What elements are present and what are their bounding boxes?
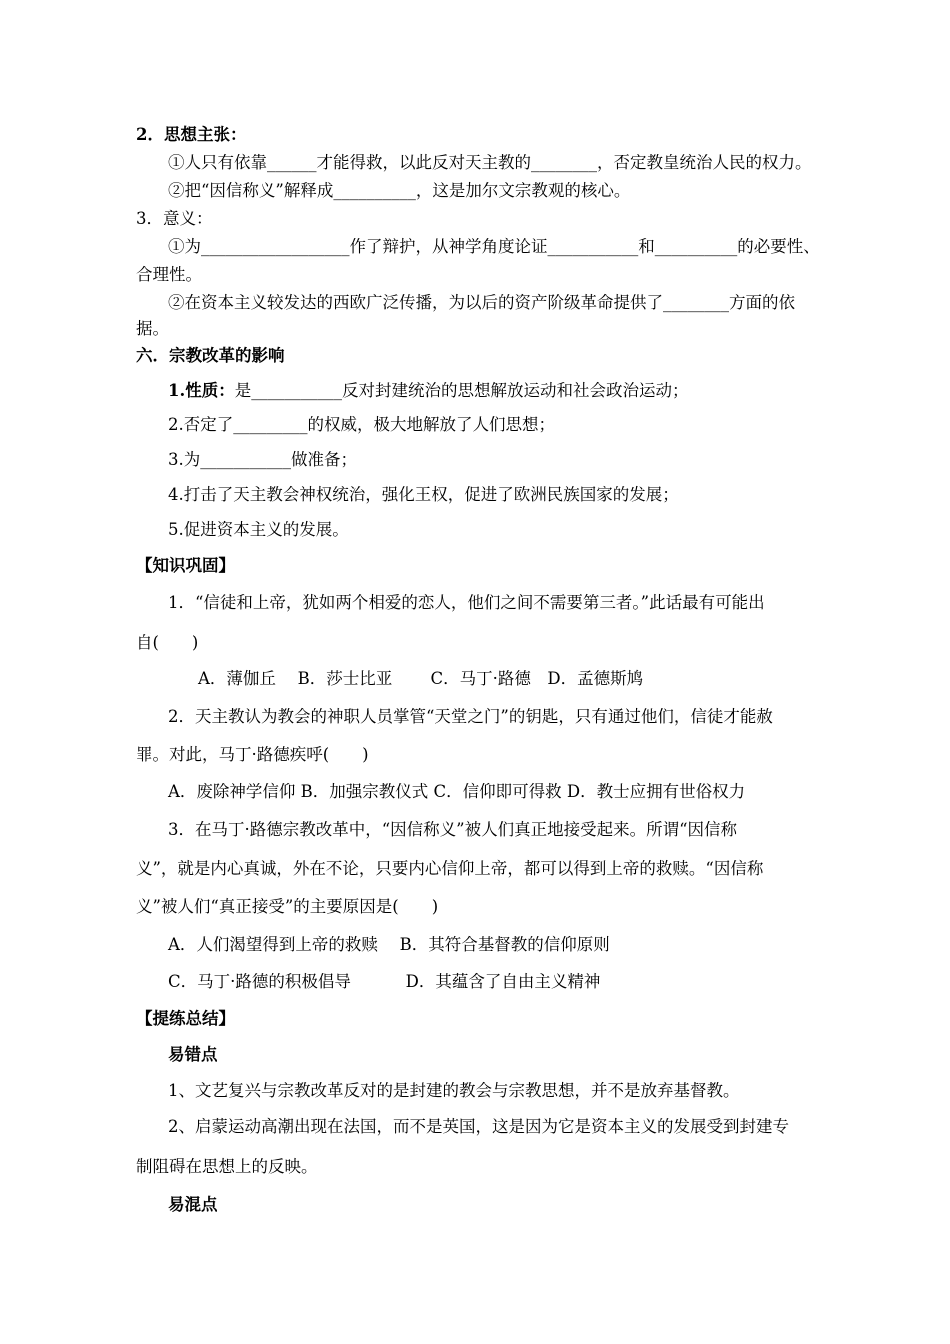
question-3-options-1: A．人们渴望得到上帝的救赎 B．其符合基督教的信仰原则 <box>168 935 610 954</box>
question-1-options: A．薄伽丘 B．莎士比亚 C．马丁·路德 D．孟德斯鸠 <box>198 669 644 688</box>
question-3: 3．在马丁·路德宗教改革中，“因信称义”被人们真正地接受起来。所谓“因信称 <box>168 820 738 839</box>
question-2-options: A．废除神学信仰 B．加强宗教仪式 C．信仰即可得救 D．教士应拥有世俗权力 <box>168 782 746 801</box>
question-3-cont-2: 义”被人们“真正接受”的主要原因是( ) <box>136 897 439 916</box>
section-6-item-2: 2.否定了_________的权威，极大地解放了人们思想； <box>168 415 555 434</box>
section-6-item-4: 4.打击了天主教会神权统治，强化王权，促进了欧洲民族国家的发展； <box>168 485 679 504</box>
consolidation-title: 【知识巩固】 <box>136 556 235 575</box>
section-6-item-5: 5.促进资本主义的发展。 <box>168 520 349 539</box>
question-2-cont: 罪。对此，马丁·路德疾呼( ) <box>136 745 369 764</box>
section-6-item-1-text: 是___________反对封建统治的思想解放运动和社会政治运动； <box>234 381 689 400</box>
section-6-item-3: 3.为___________做准备； <box>168 450 357 469</box>
error-prone-item-2: 2、启蒙运动高潮出现在法国，而不是英国，这是因为它是资本主义的发展受到封建专 <box>168 1117 789 1136</box>
section-3-title: 3．意义： <box>136 209 213 228</box>
question-2: 2．天主教认为教会的神职人员掌管“天堂之门”的钥匙，只有通过他们，信徒才能赦 <box>168 707 773 726</box>
question-3-options-2: C．马丁·路德的积极倡导 D．其蕴含了自由主义精神 <box>168 972 601 991</box>
question-1: 1．“信徒和上帝，犹如两个相爱的恋人，他们之间不需要第三者。”此话最有可能出 <box>168 593 765 612</box>
section-6-item-1 <box>168 380 688 402</box>
section-3-item-1-cont: 合理性。 <box>136 265 202 284</box>
question-1-cont: 自( ) <box>136 633 199 652</box>
summary-title: 【提练总结】 <box>136 1009 235 1028</box>
section-2-title: 2．思想主张： <box>136 125 247 144</box>
question-3-cont-1: 义”，就是内心真诚，外在不论，只要内心信仰上帝，都可以得到上帝的救赎。“因信称 <box>136 859 764 878</box>
section-2-item-1: ①人只有依靠______才能得救，以此反对天主教的________，否定教皇统治人民的权力。 <box>168 153 812 172</box>
section-3-item-2: ②在资本主义较发达的西欧广泛传播，为以后的资产阶级革命提供了________方面的依 <box>168 293 795 312</box>
confusable-title: 易混点 <box>168 1195 218 1214</box>
section-6-item-1-label: 1.性质： <box>168 381 235 400</box>
error-prone-title: 易错点 <box>168 1045 218 1064</box>
section-3-item-1: ①为__________________作了辩护，从神学角度论证___________和__________的必要性、 <box>168 237 820 256</box>
section-6-title: 六．宗教改革的影响 <box>136 346 285 365</box>
section-3-item-2-cont: 据。 <box>136 319 169 338</box>
section-2-item-2: ②把“因信称义”解释成__________，这是加尔文宗教观的核心。 <box>168 181 631 200</box>
error-prone-item-2-cont: 制阻碍在思想上的反映。 <box>136 1157 318 1176</box>
error-prone-item-1: 1、文艺复兴与宗教改革反对的是封建的教会与宗教思想，并不是放弃基督教。 <box>168 1081 740 1100</box>
